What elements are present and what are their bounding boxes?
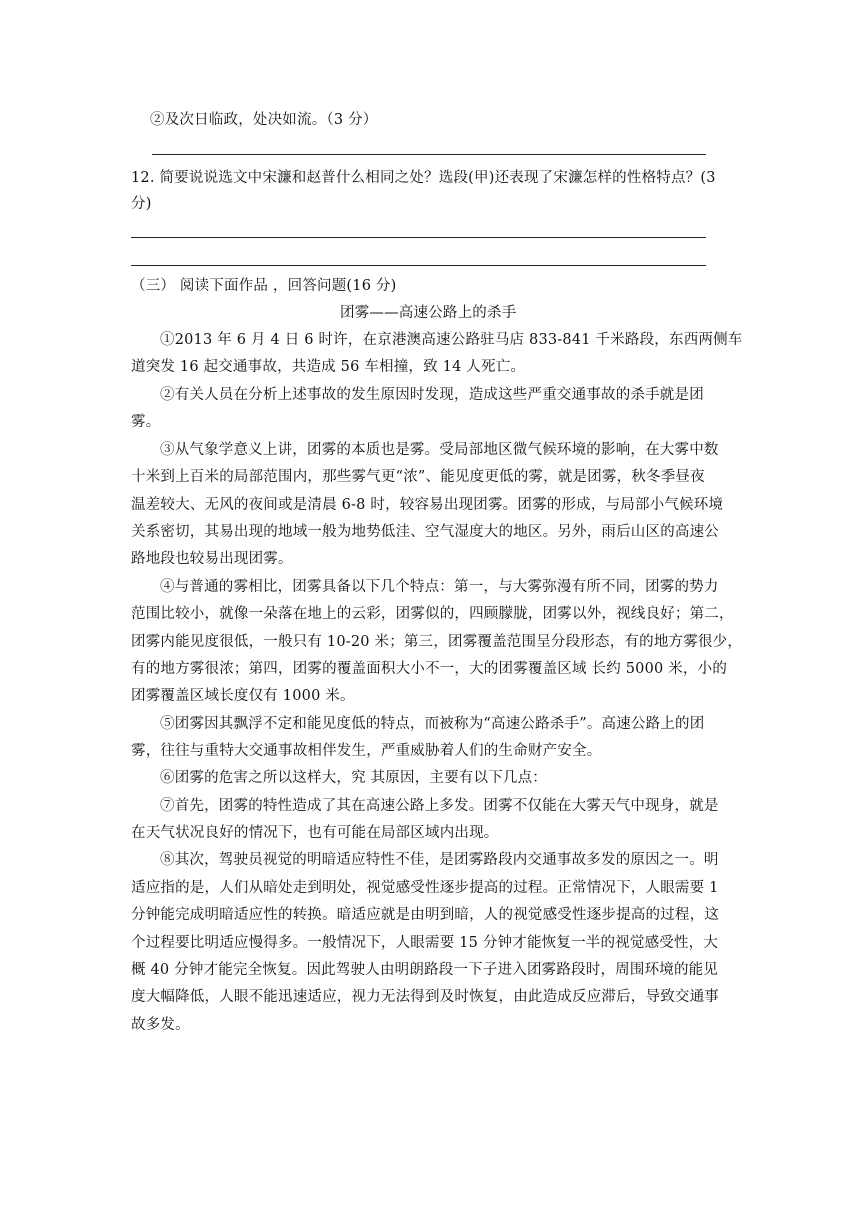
article-line: ①2013 年 6 月 4 日 6 时许，在京港澳高速公路驻马店 833-841 千米路段，东西两侧车 bbox=[160, 332, 743, 348]
article-line: 团雾覆盖区域长度仅有 1000 米。 bbox=[131, 688, 355, 704]
article-line: 分钟能完成明暗适应性的转换。暗适应就是由明到暗，人的视觉感受性逐步提高的过程，这 bbox=[131, 907, 719, 923]
article-line: 关系密切，其易出现的地域一般为地势低洼、空气湿度大的地区。另外，雨后山区的高速公 bbox=[131, 524, 719, 540]
answer-line[interactable] bbox=[131, 265, 706, 266]
article-line: 度大幅降低，人眼不能迅速适应，视力无法得到及时恢复，由此造成反应滞后，导致交通事 bbox=[131, 989, 719, 1005]
article-line: 雾，往往与重特大交通事故相伴发生，严重威胁着人们的生命财产安全。 bbox=[131, 743, 602, 759]
article-title: 团雾——高速公路上的杀手 bbox=[340, 305, 517, 321]
article-line: 故多发。 bbox=[131, 1017, 190, 1033]
article-line: 适应指的是，人们从暗处走到明处，视觉感受性逐步提高的过程。正常情况下，人眼需要 1 bbox=[131, 880, 719, 896]
article-line: 路地段也较易出现团雾。 bbox=[131, 551, 293, 567]
question-12: 12. 简要说说选文中宋濂和赵普什么相同之处？选段(甲)还表现了宋濂怎样的性格特点？(3 bbox=[131, 170, 716, 186]
article-line: ⑦首先，团雾的特性造成了其在高速公路上多发。团雾不仅能在大雾天气中现身，就是 bbox=[160, 798, 719, 814]
article-line: 有的地方雾很浓；第四，团雾的覆盖面积大小不一，大的团雾覆盖区域 长约 5000 米，小的 bbox=[131, 661, 728, 677]
article-line: ⑥团雾的危害之所以这样大，究 其原因，主要有以下几点： bbox=[160, 770, 548, 786]
question-11-item-2: ②及次日临政，处决如流。（3 分） bbox=[150, 112, 378, 128]
answer-line[interactable] bbox=[131, 237, 706, 238]
article-line: 在天气状况良好的情况下，也有可能在局部区域内出现。 bbox=[131, 825, 499, 841]
section-3-header: （三） 阅读下面作品 ，回答问题(16 分) bbox=[131, 278, 397, 294]
article-line: 概 40 分钟才能完全恢复。因此驾驶人由明朗路段一下子进入团雾路段时，周围环境的能见 bbox=[131, 962, 719, 978]
question-12-continued: 分) bbox=[131, 196, 152, 212]
article-line: ③从气象学意义上讲，团雾的本质也是雾。受局部地区微气候环境的影响，在大雾中数 bbox=[160, 442, 719, 458]
article-line: 范围比较小，就像一朵落在地上的云彩，团雾似的，四顾朦胧，团雾以外，视线良好；第二， bbox=[131, 606, 734, 622]
article-line: ⑧其次，驾驶员视觉的明暗适应特性不佳，是团雾路段内交通事故多发的原因之一。明 bbox=[160, 852, 719, 868]
article-line: 团雾内能见度很低，一般只有 10-20 米；第三，团雾覆盖范围呈分段形态，有的地方雾很少， bbox=[131, 634, 743, 650]
article-line: 个过程要比明适应慢得多。一般情况下，人眼需要 15 分钟才能恢复一半的视觉感受性，大 bbox=[131, 935, 719, 951]
article-line: 温差较大、无风的夜间或是清晨 6-8 时，较容易出现团雾。团雾的形成，与局部小气候环境 bbox=[131, 497, 724, 513]
answer-line[interactable] bbox=[152, 154, 706, 155]
article-line: ④与普通的雾相比，团雾具备以下几个特点：第一，与大雾弥漫有所不同，团雾的势力 bbox=[160, 579, 719, 595]
article-line: 雾。 bbox=[131, 414, 161, 430]
article-line: ⑤团雾因其飘浮不定和能见度低的特点，而被称为“高速公路杀手”。高速公路上的团 bbox=[160, 716, 705, 732]
article-line: ②有关人员在分析上述事故的发生原因时发现，造成这些严重交通事故的杀手就是团 bbox=[160, 387, 704, 403]
article-line: 道突发 16 起交通事故，共造成 56 车相撞，致 14 人死亡。 bbox=[131, 359, 526, 375]
article-line: 十米到上百米的局部范围内，那些雾气更“浓”、能见度更低的雾，就是团雾，秋冬季昼夜 bbox=[131, 469, 705, 485]
